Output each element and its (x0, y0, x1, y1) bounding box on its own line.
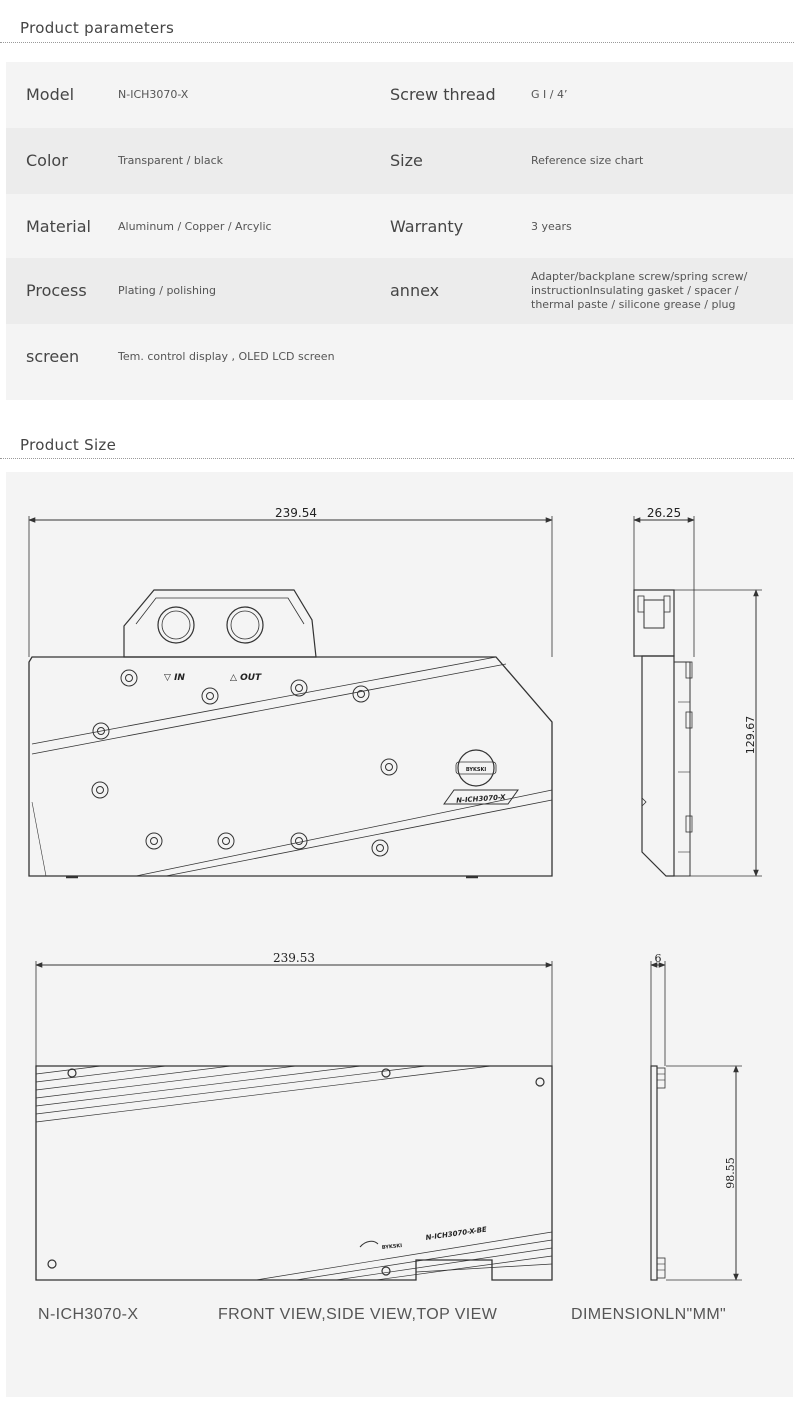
param-label: screen (26, 347, 80, 366)
caption-model: N-ICH3070-X (38, 1306, 139, 1323)
param-value: Adapter/backplane screw/spring screw/ instructionInsulating gasket / spacer / thermal paste / silicone grease / plug (531, 270, 748, 311)
backplate-edge (651, 1066, 657, 1280)
params-row-process (6, 258, 793, 324)
params-section-title: Product parameters (20, 19, 175, 37)
size-drawing-panel (6, 472, 793, 1397)
back-width-label: 239.53 (273, 951, 315, 965)
edge-line (32, 802, 46, 876)
params-row-material (6, 194, 793, 260)
inlet-port-icon (158, 607, 194, 643)
front-logo-text: BYKSKI (465, 767, 487, 773)
back-logo-icon (360, 1241, 378, 1247)
param-value: Aluminum / Copper / Arcylic (118, 220, 272, 233)
side-depth-label: 26.25 (646, 506, 682, 520)
front-view (29, 516, 552, 877)
param-label: Size (390, 151, 423, 170)
technical-drawing (6, 472, 793, 1397)
back-badge-text: N-ICH3070-X-BE (425, 1225, 488, 1242)
backplate-side (674, 662, 690, 876)
outlet-port-icon (227, 607, 263, 643)
terminal-block (124, 590, 316, 657)
side-height-label: 129.67 (744, 715, 757, 755)
port-side (644, 600, 664, 628)
stripe (32, 657, 496, 744)
param-label: Warranty (390, 217, 464, 236)
param-label: Color (26, 151, 68, 170)
side-view (634, 516, 762, 876)
caption-units: DIMENSIONLN"MM" (571, 1306, 727, 1323)
param-label: Screw thread (390, 85, 496, 104)
params-row-model (6, 62, 793, 128)
param-value: N-ICH3070-X (118, 88, 189, 101)
params-table (6, 62, 793, 400)
param-value: Plating / polishing (118, 284, 216, 297)
size-title-divider (0, 458, 794, 459)
front-width-label: 239.54 (275, 506, 317, 520)
params-row-screen (6, 324, 793, 390)
backplate-side-view (651, 961, 742, 1280)
terminal-facet (136, 598, 304, 624)
inlet-label: ▽ IN (164, 673, 185, 683)
screw-group (92, 670, 397, 856)
param-value: 3 years (531, 220, 572, 233)
front-badge-text: N-ICH3070-X (455, 793, 506, 805)
param-label: Model (26, 85, 75, 104)
params-row-color (6, 128, 793, 194)
back-logo-text: BYKSKI (381, 1242, 403, 1251)
param-value: Reference size chart (531, 154, 644, 167)
param-value: Transparent / black (118, 154, 224, 167)
param-label: Material (26, 217, 91, 236)
param-label: annex (390, 281, 440, 300)
block-side (642, 656, 674, 876)
inlet-port-ring (162, 611, 190, 639)
stripe (136, 790, 552, 876)
backplate-holes (48, 1069, 544, 1275)
back-depth-label: 6 (654, 952, 662, 965)
param-value: Tem. control display , OLED LCD screen (118, 350, 335, 363)
caption-views: FRONT VIEW,SIDE VIEW,TOP VIEW (218, 1306, 498, 1323)
back-height-label: 98.55 (724, 1157, 737, 1189)
backplate-body (36, 1066, 552, 1280)
outlet-label: △ OUT (230, 673, 262, 683)
stripe (32, 664, 506, 754)
param-value: G I / 4’ (531, 88, 568, 101)
params-title-divider (0, 42, 794, 43)
backplate-stripes (36, 1066, 552, 1280)
size-section-title: Product Size (20, 436, 117, 454)
outlet-port-ring (231, 611, 259, 639)
param-label: Process (26, 281, 87, 300)
